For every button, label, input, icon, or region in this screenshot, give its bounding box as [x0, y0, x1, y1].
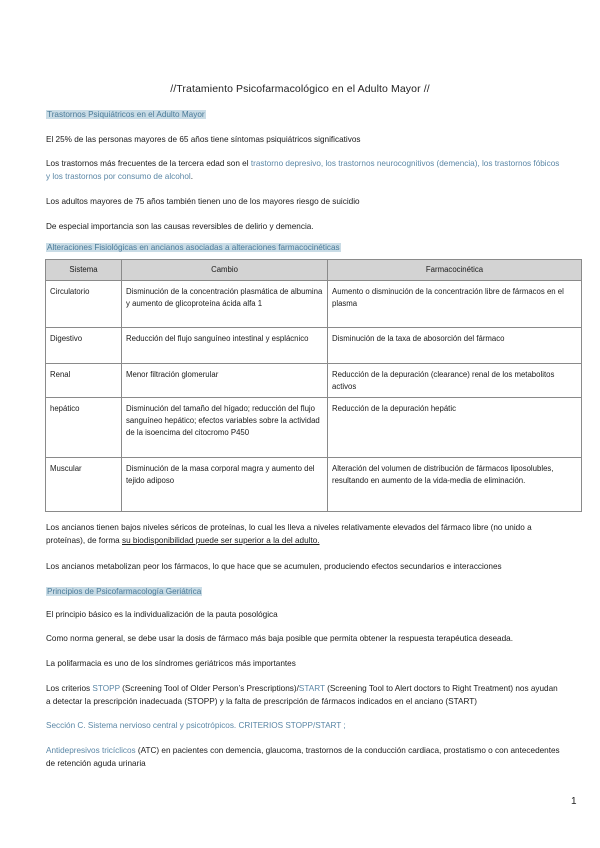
section-heading-seccion-c: Sección C. Sistema nervioso central y psicotrópicos. CRITERIOS STOPP/START ; [46, 721, 346, 730]
table-cell: Renal [46, 364, 122, 398]
table-header: Farmacocinética [328, 260, 582, 281]
paragraph-text: . [190, 172, 194, 181]
table-header: Cambio [122, 260, 328, 281]
paragraph [46, 521, 562, 547]
section-heading-trastornos [46, 108, 562, 121]
table-cell: Alteración del volumen de distribución de fármacos liposolubles, resultando en aumento de la vida-media de eliminación. [328, 458, 582, 512]
paragraph-text: Los criterios [46, 684, 93, 693]
table-cell: Muscular [46, 458, 122, 512]
paragraph: De especial importancia son las causas reversibles de delirio y demencia. [46, 222, 314, 231]
section-heading-alteraciones [46, 241, 562, 254]
page-title: //Tratamiento Psicofarmacológico en el Adulto Mayor // [170, 83, 430, 95]
table-cell: Disminución de la taxa de abosorción del fármaco [328, 328, 582, 364]
paragraph-text: (ATC) en pacientes con demencia, glaucoma, trastornos de la conducción cardiaca, prostatismo o con antecedentes de retención aguda urinaria [46, 746, 560, 768]
highlighted-text: trastorno depresivo, los trastornos neurocognitivos (demencia), los trastornos fóbicos y los trastornos por consumo de alcohol [46, 159, 560, 181]
table-row [46, 364, 582, 398]
section-heading-text: Principios de Psicofarmacología Geriátrica [47, 587, 202, 596]
paragraph-text: Los ancianos tienen bajos niveles séricos de proteínas, lo cual les lleva a niveles relativamente elevados del fármaco libre (no unido a proteínas), de forma [46, 523, 532, 545]
stopp-term: STOPP [92, 684, 120, 693]
pharmacokinetics-table [45, 259, 582, 512]
page-number: 1 [571, 796, 577, 807]
paragraph: El principio básico es la individualización de la pauta posológica [46, 610, 278, 619]
paragraph [46, 157, 562, 183]
paragraph [46, 744, 562, 770]
paragraph: La polifarmacia es uno de los síndromes geriátricos más importantes [46, 659, 296, 668]
paragraph-text: (Screening Tool of Older Person’s Prescriptions)/ [119, 684, 299, 693]
start-term: START [298, 684, 325, 693]
paragraph [46, 682, 562, 708]
table-cell: Disminución del tamaño del hígado; reducción del flujo sanguíneo hepático; efectos variables sobre la actividad de la isoencima del citocromo P450 [122, 398, 328, 458]
table-cell: Menor filtración glomerular [122, 364, 328, 398]
table-row [46, 281, 582, 328]
table-cell: Disminución de la concentración plasmática de albumina y aumento de glicoproteína ácida alfa 1 [122, 281, 328, 328]
table-cell: hepático [46, 398, 122, 458]
table-cell: Digestivo [46, 328, 122, 364]
paragraph: Como norma general, se debe usar la dosis de fármaco más baja posible que permita obtener la respuesta terapéutica deseada. [46, 634, 513, 643]
table-cell: Disminución de la masa corporal magra y aumento del tejido adiposo [122, 458, 328, 512]
table-cell: Reducción de la depuración (clearance) renal de los metabolitos activos [328, 364, 582, 398]
table-cell: Aumento o disminución de la concentración libre de fármacos en el plasma [328, 281, 582, 328]
section-heading-text: Trastornos Psiquiátricos en el Adulto Mayor [47, 110, 205, 119]
table-header: Sistema [46, 260, 122, 281]
underlined-text: su biodisponibilidad puede ser superior a la del adulto. [122, 536, 320, 545]
paragraph-text: (Screening Tool to Alert doctors to Right Treatment) nos ayudan a detectar la prescripción inadecuada (STOPP) y la falta de prescripción de fármacos indicados en el anciano (START) [46, 684, 558, 706]
table-cell: Circulatorio [46, 281, 122, 328]
highlighted-term: Antidepresivos tricíclicos [46, 746, 136, 755]
table-cell: Reducción del flujo sanguíneo intestinal y esplácnico [122, 328, 328, 364]
section-heading-text: Alteraciones Fisiológicas en ancianos asociadas a alteraciones farmacocinéticas [47, 243, 340, 252]
paragraph-text: Los trastornos más frecuentes de la tercera edad son el [46, 159, 251, 168]
table-row [46, 458, 582, 512]
table-row [46, 398, 582, 458]
table-header-row [46, 260, 582, 281]
paragraph: Los ancianos metabolizan peor los fármacos, lo que hace que se acumulen, produciendo efectos secundarios e interacciones [46, 562, 502, 571]
paragraph: El 25% de las personas mayores de 65 años tiene síntomas psiquiátricos significativos [46, 135, 361, 144]
table-cell: Reducción de la depuración hepátic [328, 398, 582, 458]
paragraph: Los adultos mayores de 75 años también tienen uno de los mayores riesgo de suicidio [46, 197, 360, 206]
section-heading-principios [46, 585, 562, 598]
table-row [46, 328, 582, 364]
